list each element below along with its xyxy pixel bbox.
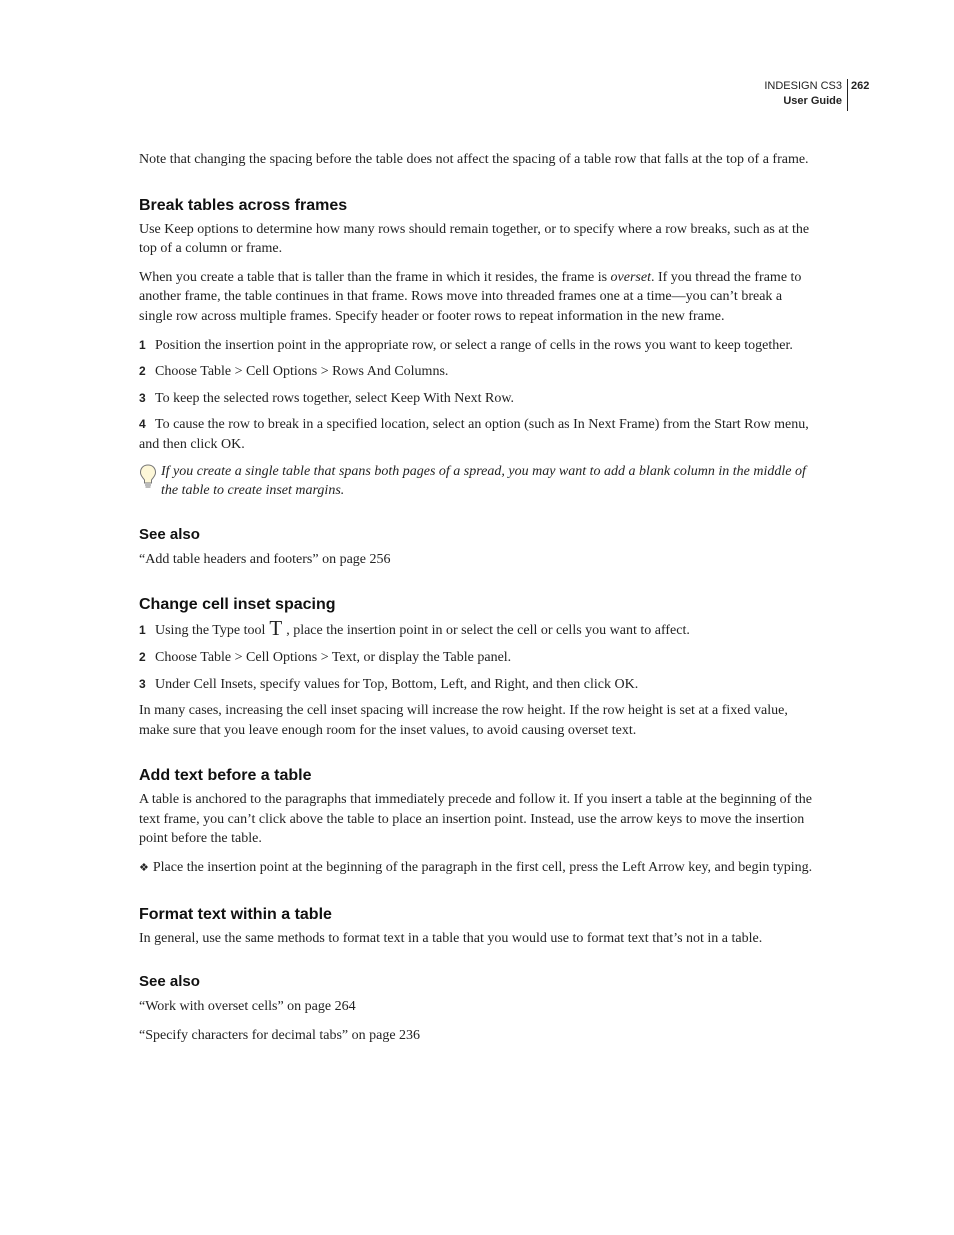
lightbulb-icon <box>139 464 157 497</box>
step-number: 3 <box>139 676 146 691</box>
section-title-cell-inset: Change cell inset spacing <box>139 596 336 614</box>
step-item <box>139 389 819 409</box>
running-header <box>764 79 842 109</box>
section-title-add-text: Add text before a table <box>139 767 312 785</box>
step-text: Position the insertion point in the appropriate row, or select a range of cells in the rows you want to keep together. <box>155 337 793 353</box>
see-also-heading: See also <box>139 973 200 991</box>
step-text: To cause the row to break in a specified location, select an option (such as In Next Frame) from the Start Row menu, and then click OK. <box>139 417 809 452</box>
diamond-bullet-icon: ❖ <box>139 862 149 875</box>
bullet-item: ❖ Place the insertion point at the beginning of the paragraph in the first cell, press the Left Arrow key, and begin typing. <box>139 860 813 876</box>
step-number: 2 <box>139 364 146 379</box>
step-number: 2 <box>139 649 146 664</box>
page-body <box>139 150 819 1054</box>
page-number: 262 <box>851 80 870 92</box>
cross-reference[interactable]: “Add table headers and footers” on page 256 <box>139 551 391 567</box>
step-number: 3 <box>139 390 146 405</box>
step-number: 1 <box>139 337 146 352</box>
paragraph: When you create a table that is taller than the frame in which it resides, the frame is overset. If you thread the frame to another frame, the table continues in that frame. Rows move into threaded frames one at a time—you can’t break a single row across multiple frames. Specify header or footer rows to repeat information in the new frame. <box>139 269 802 324</box>
step-number: 1 <box>139 623 146 638</box>
tip-note <box>139 462 819 501</box>
intro-paragraph: Note that changing the spacing before the table does not affect the spacing of a table row that falls at the top of a frame. <box>139 152 809 167</box>
type-tool-icon: T <box>269 616 283 641</box>
product-name: INDESIGN CS3 <box>764 80 842 92</box>
step-item: 3 Under Cell Insets, specify values for Top, Bottom, Left, and Right, and then click OK. <box>139 675 819 695</box>
section-title-break-tables: Break tables across frames <box>139 196 348 214</box>
step-text: To keep the selected rows together, select Keep With Next Row. <box>155 390 515 406</box>
step-item: 1 Using the Type tool T , place the insertion point in or select the cell or cells you want to affect. <box>139 616 690 641</box>
paragraph: In general, use the same methods to format text in a table that you would use to format text that’s not in a table. <box>139 930 763 946</box>
paragraph: A table is anchored to the paragraphs that immediately precede and follow it. If you insert a table at the beginning of the text frame, you can’t click above the table to place an insertion point. Instead, use the arrow keys to move the insertion point before the table. <box>139 792 812 847</box>
term-overset: overset <box>610 269 651 285</box>
cross-reference[interactable]: “Specify characters for decimal tabs” on page 236 <box>139 1027 421 1043</box>
tip-text: If you create a single table that spans both pages of a spread, you may want to add a blank column in the middle of the table to create inset margins. <box>161 463 806 499</box>
step-item <box>139 362 819 382</box>
step-number: 4 <box>139 417 146 432</box>
header-divider <box>847 79 848 111</box>
step-item <box>139 415 819 454</box>
paragraph: Use Keep options to determine how many rows should remain together, or to specify where a row breaks, such as at the top of a column or frame. <box>139 221 810 257</box>
step-text: Choose Table > Cell Options > Rows And Columns. <box>155 364 449 380</box>
step-item: 2 Choose Table > Cell Options > Text, or display the Table panel. <box>139 648 819 668</box>
guide-name: User Guide <box>783 95 842 107</box>
step-item <box>139 336 819 356</box>
cross-reference[interactable]: “Work with overset cells” on page 264 <box>139 999 356 1015</box>
paragraph: In many cases, increasing the cell inset spacing will increase the row height. If the row height is set at a fixed value, make sure that you leave enough room for the inset values, to avoid causing overset text. <box>139 703 788 738</box>
see-also-heading: See also <box>139 525 200 543</box>
section-title-format-text: Format text within a table <box>139 905 332 923</box>
